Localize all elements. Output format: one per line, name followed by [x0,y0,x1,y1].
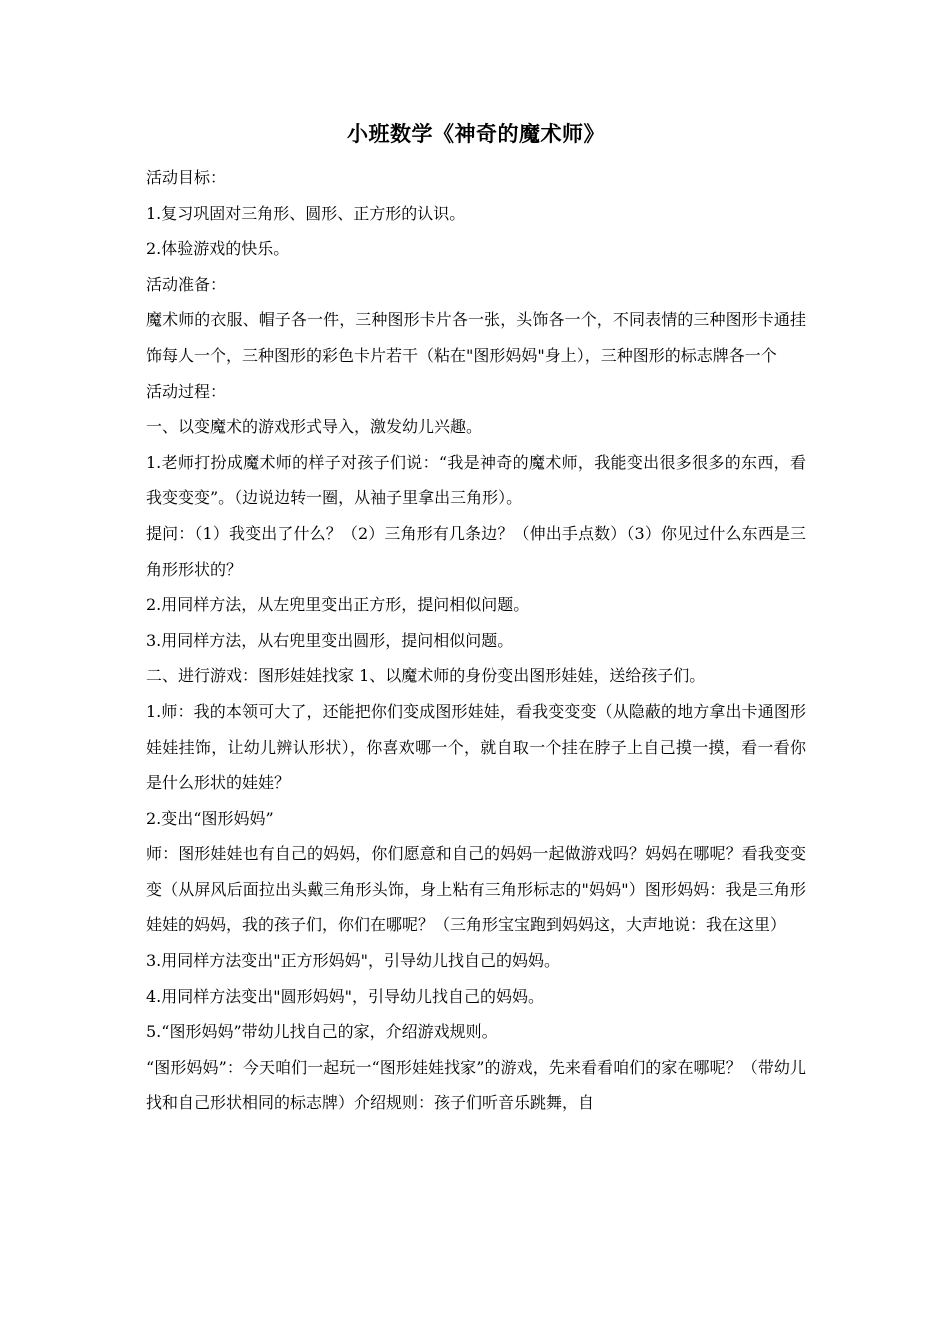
goal-item-1: 1.复习巩固对三角形、圆形、正方形的认识。 [146,203,466,223]
process-step-2-2: 2.变出“图形妈妈” [146,808,274,828]
process-step-2-5: 5.“图形妈妈”带幼儿找自己的家，介绍游戏规则。 [146,1022,498,1042]
process-step-2-5-detail: “图形妈妈”：今天咱们一起玩一“图形娃娃找家”的游戏，先来看看咱们的家在哪呢？（带幼儿找和自己形状相同的标志牌）介绍规则：孩子们听音乐跳舞，自 [146,1057,806,1113]
process-step-2-4: 4.用同样方法变出"圆形妈妈"，引导幼儿找自己的妈妈。 [146,986,544,1006]
section-heading-preparation: 活动准备： [146,274,227,294]
preparation-text: 魔术师的衣服、帽子各一件，三种图形卡片各一张，头饰各一个，不同表情的三种图形卡通挂饰每人一个，三种图形的彩色卡片若干（粘在"图形妈妈"身上），三种图形的标志牌各一个 [146,310,806,365]
document-page [146,112,806,1121]
process-part-1-heading: 一、以变魔术的游戏形式导入，激发幼儿兴趣。 [146,417,483,437]
section-heading-process: 活动过程： [146,381,227,401]
process-part-2-heading: 二、进行游戏：图形娃娃找家 1、以魔术师的身份变出图形娃娃，送给孩子们。 [146,666,706,686]
process-questions: 提问：（1）我变出了什么？（2）三角形有几条边？（伸出手点数）（3）你见过什么东西是三角形形状的？ [146,523,806,579]
section-heading-goals: 活动目标： [146,168,227,187]
goal-item-2: 2.体验游戏的快乐。 [146,239,290,259]
document-title: 小班数学《神奇的魔术师》 [347,122,605,146]
process-step-2-1: 1.师：我的本领可大了，还能把你们变成图形娃娃，看我变变变（从隐蔽的地方拿出卡通图形娃娃挂饰，让幼儿辨认形状），你喜欢哪一个，就自取一个挂在脖子上自己摸一摸，看一看你是什么形状的娃娃？ [146,701,806,793]
process-step-1-1: 1.老师打扮成魔术师的样子对孩子们说：“我是神奇的魔术师，我能变出很多很多的东西，看我变变变”。（边说边转一圈，从袖子里拿出三角形）。 [146,452,806,508]
process-step-2-3: 3.用同样方法变出"正方形妈妈"，引导幼儿找自己的妈妈。 [146,951,560,971]
process-step-2-2-detail: 师：图形娃娃也有自己的妈妈，你们愿意和自己的妈妈一起做游戏吗？妈妈在哪呢？看我变变变（从屏风后面拉出头戴三角形头饰，身上粘有三角形标志的"妈妈"）图形妈妈：我是三角形娃娃的妈妈，我的孩子们，你们在哪呢？（三角形宝宝跑到妈妈这，大声地说：我在这里） [146,844,806,935]
process-step-1-2: 2.用同样方法，从左兜里变出正方形，提问相似问题。 [146,595,530,615]
process-step-1-3: 3.用同样方法，从右兜里变出圆形，提问相似问题。 [146,630,514,650]
